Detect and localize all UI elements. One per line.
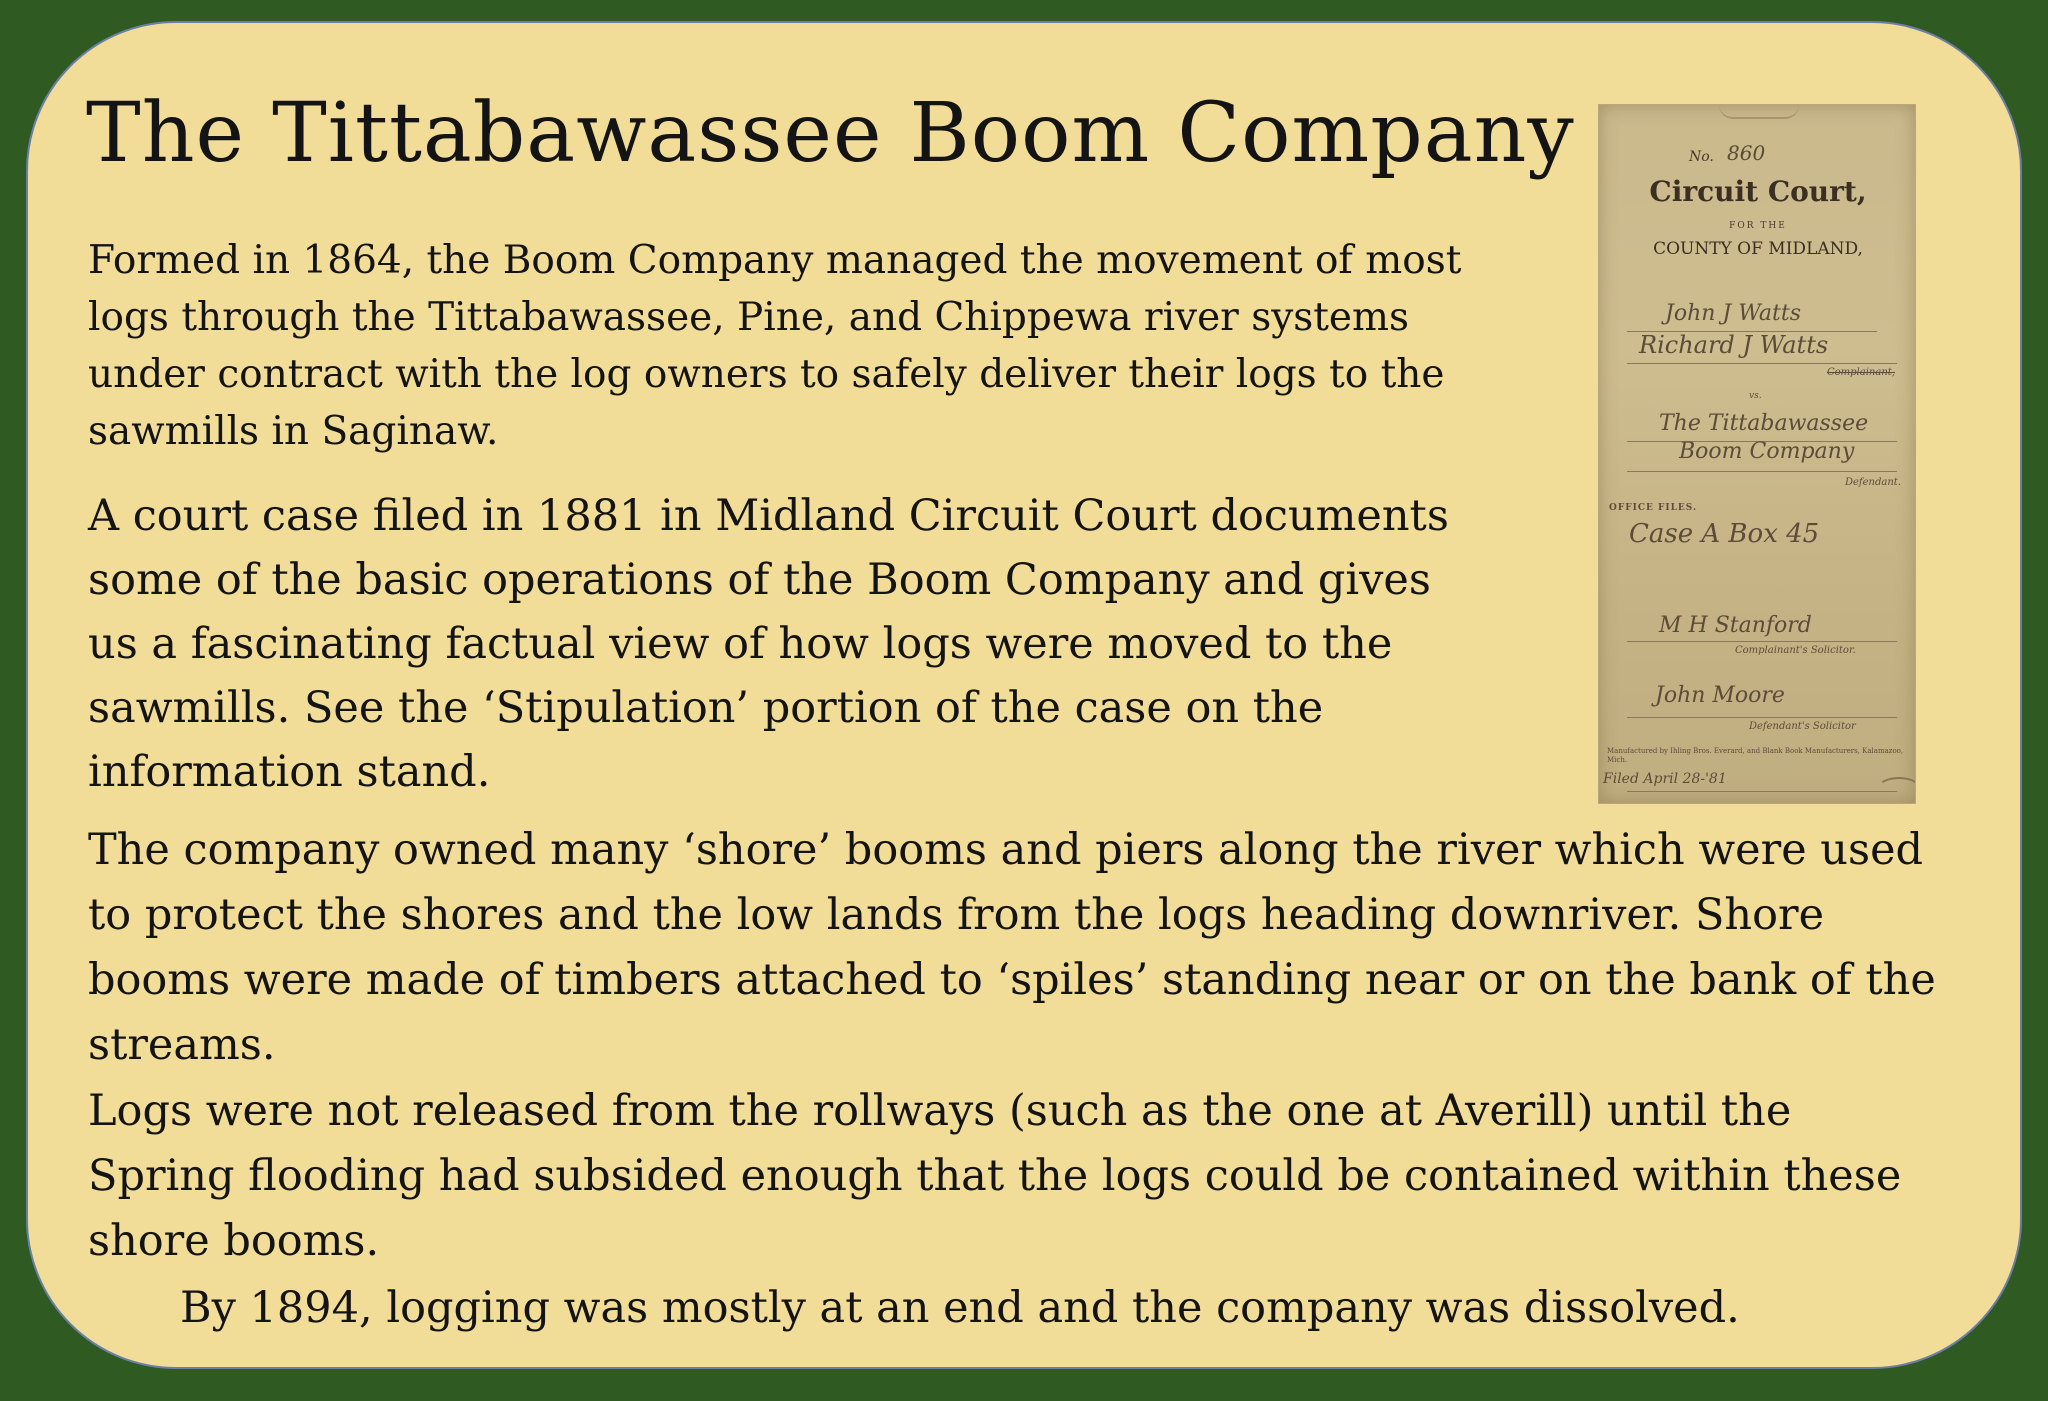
document-rule — [1627, 471, 1897, 472]
document-solicitor-2-label: Defendant's Solicitor — [1749, 721, 1856, 732]
document-complainant-label: Complainant, — [1827, 367, 1895, 378]
text-line: streams. — [88, 1020, 276, 1070]
court-document-image — [1598, 104, 1916, 804]
text-line: us a fascinating factual view of how logs were moved to the — [88, 619, 1393, 669]
document-rule — [1627, 641, 1897, 642]
document-rule — [1627, 791, 1897, 792]
document-defendant-2: Boom Company — [1679, 439, 1855, 464]
text-line: sawmills. See the ‘Stipulation’ portion of the case on the — [88, 683, 1324, 733]
document-fold-mark — [1719, 105, 1799, 119]
text-line: A court case filed in 1881 in Midland Circuit Court documents — [88, 491, 1449, 541]
document-solicitor-1-label: Complainant's Solicitor. — [1735, 645, 1856, 656]
text-line: sawmills in Saginaw. — [88, 409, 499, 454]
text-line: under contract with the log owners to safely deliver their logs to the — [88, 352, 1445, 397]
document-manufacturer: Manufactured by Ihling Bros. Everard, and Blank Book Manufacturers, Kalamazoo, Mich. — [1607, 747, 1904, 764]
paragraph-shore-booms — [88, 818, 1988, 1078]
text-line: shore booms. — [88, 1216, 380, 1266]
document-number-label: No. — [1689, 149, 1714, 165]
paragraph-court-case — [88, 484, 1568, 804]
paragraph-formation — [88, 232, 1548, 460]
document-plaintiff-2: Richard J Watts — [1639, 331, 1829, 359]
text-line: information stand. — [88, 747, 491, 797]
document-office-files: OFFICE FILES. — [1609, 503, 1698, 513]
document-filed-note: Filed April 28-'81 — [1603, 771, 1727, 787]
document-county: COUNTY OF MIDLAND, — [1653, 239, 1863, 259]
document-rule — [1627, 717, 1897, 718]
document-defendant-label: Defendant. — [1845, 477, 1901, 488]
document-vs: vs. — [1749, 391, 1762, 401]
text-line: to protect the shores and the low lands from the logs heading downriver. Shore — [88, 890, 1825, 940]
paragraph-dissolution — [180, 1276, 1980, 1341]
text-line: some of the basic operations of the Boom Company and gives — [88, 555, 1431, 605]
paragraph-rollways — [88, 1079, 1988, 1274]
document-solicitor-1: M H Stanford — [1659, 613, 1812, 638]
document-for-the: FOR THE — [1729, 221, 1787, 231]
text-line: booms were made of timbers attached to ‘spiles’ standing near or on the bank of the — [88, 955, 1936, 1005]
text-line: Formed in 1864, the Boom Company managed the movement of most — [88, 238, 1462, 283]
text-line: Spring flooding had subsided enough that the logs could be contained within these — [88, 1151, 1902, 1201]
text-line: logs through the Tittabawassee, Pine, and Chippewa river systems — [88, 295, 1410, 340]
document-rule — [1627, 363, 1897, 364]
document-case-box: Case A Box 45 — [1629, 519, 1820, 549]
document-defendant-1: The Tittabawassee — [1659, 411, 1869, 436]
document-plaintiff-1: John J Watts — [1665, 301, 1801, 326]
text-line: By 1894, logging was mostly at an end and the company was dissolved. — [180, 1283, 1740, 1333]
paper-curl — [1877, 777, 1916, 801]
document-court: Circuit Court, — [1649, 175, 1867, 208]
document-number: 860 — [1727, 141, 1766, 165]
text-line: The company owned many ‘shore’ booms and piers along the river which were used — [88, 825, 1924, 875]
document-solicitor-2: John Moore — [1655, 683, 1785, 708]
text-line: Logs were not released from the rollways (such as the one at Averill) until the — [88, 1086, 1792, 1136]
page-title: The Tittabawassee Boom Company — [86, 86, 1575, 181]
